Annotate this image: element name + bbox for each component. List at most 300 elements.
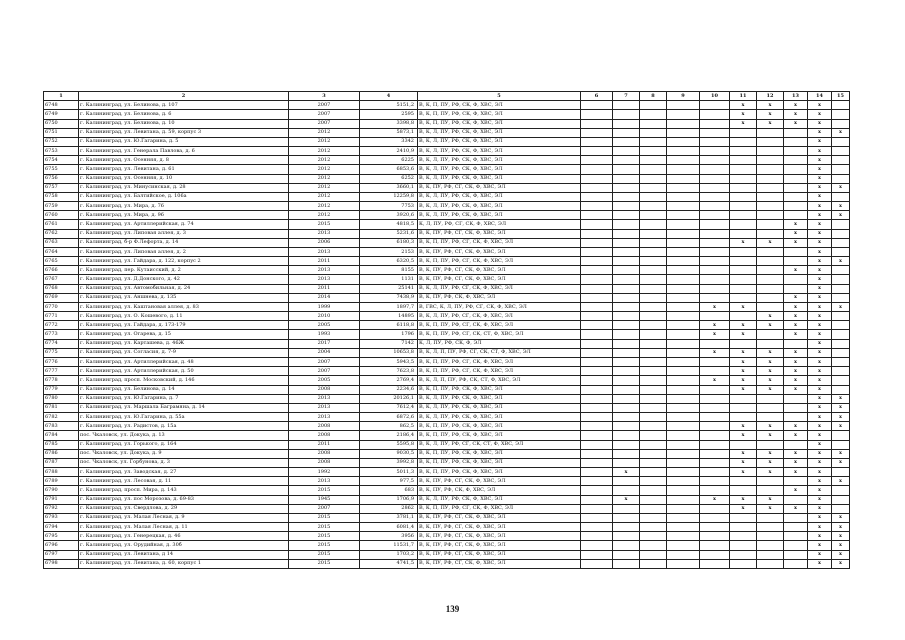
mark-cell-col-15 (832, 440, 850, 449)
row-number: 6770 (44, 302, 79, 311)
mark-cell-col-10 (700, 413, 730, 422)
row-number: 6764 (44, 247, 79, 256)
row-number: 6788 (44, 468, 79, 477)
mark-cell-col-12: x (757, 119, 784, 128)
mark-cell-col-15: x (832, 513, 850, 522)
mark-cell-col-12 (757, 202, 784, 211)
mark-cell-col-15: x (832, 550, 850, 559)
header-cell-15: 15 (832, 92, 850, 101)
mark-cell-col-10 (700, 541, 730, 550)
area-cell: 5011,3 (360, 468, 418, 477)
mark-cell-col-10 (700, 211, 730, 220)
mark-cell-col-9 (667, 321, 700, 330)
row-number: 6772 (44, 321, 79, 330)
mark-cell-col-8 (640, 238, 667, 247)
services-cell: В, К, ПУ, РФ, СГ, СК, Ф, ХВС, ЭЛ (418, 550, 581, 559)
mark-cell-col-12: x (757, 376, 784, 385)
mark-cell-col-15: x (832, 202, 850, 211)
mark-cell-col-15 (832, 312, 850, 321)
row-number: 6756 (44, 174, 79, 183)
mark-cell-col-13 (784, 192, 808, 201)
mark-cell-col-11 (730, 477, 757, 486)
mark-cell-col-12: x (757, 101, 784, 110)
mark-cell-col-14: x (808, 247, 832, 256)
mark-cell-col-12 (757, 284, 784, 293)
mark-cell-col-13 (784, 147, 808, 156)
area-cell: 1706,9 (360, 495, 418, 504)
header-cell-3: 3 (289, 92, 360, 101)
mark-cell-col-7: x (613, 468, 640, 477)
mark-cell-col-7 (613, 101, 640, 110)
header-cell-13: 13 (784, 92, 808, 101)
mark-cell-col-6 (581, 330, 613, 339)
mark-cell-col-8 (640, 229, 667, 238)
mark-cell-col-7 (613, 523, 640, 532)
year-cell: 2013 (289, 275, 360, 284)
area-cell: 20126,1 (360, 394, 418, 403)
year-cell: 2013 (289, 266, 360, 275)
mark-cell-col-7 (613, 192, 640, 201)
mark-cell-col-13: x (784, 220, 808, 229)
mark-cell-col-12: x (757, 431, 784, 440)
mark-cell-col-13: x (784, 293, 808, 302)
mark-cell-col-7 (613, 119, 640, 128)
address-cell: г. Калининград, ул. Согласия, д. 7-9 (79, 348, 289, 357)
mark-cell-col-6 (581, 385, 613, 394)
mark-cell-col-15: x (832, 394, 850, 403)
mark-cell-col-13: x (784, 101, 808, 110)
area-cell: 6872,6 (360, 413, 418, 422)
address-cell: г. Калининград, ул. Левитана, д. 61 (79, 165, 289, 174)
mark-cell-col-6 (581, 486, 613, 495)
address-cell: г. Калининград, ул. Лесовая, д. 11 (79, 477, 289, 486)
mark-cell-col-8 (640, 101, 667, 110)
mark-cell-col-8 (640, 431, 667, 440)
mark-cell-col-15 (832, 321, 850, 330)
table-row (44, 321, 850, 330)
year-cell: 2007 (289, 110, 360, 119)
mark-cell-col-11 (730, 275, 757, 284)
mark-cell-col-8 (640, 147, 667, 156)
year-cell: 1945 (289, 495, 360, 504)
year-cell: 2011 (289, 284, 360, 293)
mark-cell-col-8 (640, 284, 667, 293)
mark-cell-col-15 (832, 468, 850, 477)
mark-cell-col-13 (784, 403, 808, 412)
mark-cell-col-9 (667, 440, 700, 449)
row-number: 6783 (44, 422, 79, 431)
area-cell: 6853,6 (360, 165, 418, 174)
mark-cell-col-6 (581, 413, 613, 422)
mark-cell-col-8 (640, 339, 667, 348)
mark-cell-col-12 (757, 330, 784, 339)
services-cell: В, К, П, ПУ, РФ, СК, Ф, ХВС, ЭЛ (418, 119, 581, 128)
year-cell: 2005 (289, 321, 360, 330)
year-cell: 2005 (289, 376, 360, 385)
area-cell: 1703,2 (360, 550, 418, 559)
mark-cell-col-13 (784, 257, 808, 266)
mark-cell-col-11 (730, 128, 757, 137)
table-row (44, 348, 850, 357)
mark-cell-col-14: x (808, 220, 832, 229)
area-cell: 5151,2 (360, 101, 418, 110)
mark-cell-col-14: x (808, 156, 832, 165)
address-cell: г. Калининград, ул. Осенняя, д. 8 (79, 156, 289, 165)
year-cell: 2012 (289, 202, 360, 211)
mark-cell-col-15: x (832, 257, 850, 266)
address-cell: г. Калининград, ул. Карташева, д. 46Ж (79, 339, 289, 348)
mark-cell-col-6 (581, 431, 613, 440)
mark-cell-col-10: x (700, 495, 730, 504)
mark-cell-col-6 (581, 192, 613, 201)
area-cell: 5595,8 (360, 440, 418, 449)
mark-cell-col-13 (784, 339, 808, 348)
mark-cell-col-14: x (808, 238, 832, 247)
mark-cell-col-15 (832, 504, 850, 513)
year-cell: 2008 (289, 385, 360, 394)
services-cell: В, К, П, ПУ, РФ, СГ, СК, Ф, ХВС, ЭЛ (418, 257, 581, 266)
mark-cell-col-10 (700, 275, 730, 284)
mark-cell-col-9 (667, 257, 700, 266)
mark-cell-col-8 (640, 422, 667, 431)
area-cell: 7142 (360, 339, 418, 348)
mark-cell-col-9 (667, 165, 700, 174)
mark-cell-col-13 (784, 156, 808, 165)
mark-cell-col-14: x (808, 559, 832, 568)
services-cell: В, К, ПУ, РФ, СГ, СК, Ф, ХВС, ЭЛ (418, 477, 581, 486)
mark-cell-col-12: x (757, 110, 784, 119)
services-cell: В, К, П, ПУ, РФ, СГ, СК, Ф, ХВС, ЭЛ (418, 367, 581, 376)
mark-cell-col-6 (581, 302, 613, 311)
mark-cell-col-7 (613, 266, 640, 275)
table-row (44, 202, 850, 211)
header-cell-1: 1 (44, 92, 79, 101)
row-number: 6797 (44, 550, 79, 559)
mark-cell-col-6 (581, 422, 613, 431)
table-row (44, 110, 850, 119)
table-row (44, 339, 850, 348)
row-number: 6796 (44, 541, 79, 550)
mark-cell-col-13 (784, 413, 808, 422)
year-cell: 2012 (289, 165, 360, 174)
mark-cell-col-10 (700, 247, 730, 256)
mark-cell-col-11 (730, 257, 757, 266)
mark-cell-col-12 (757, 394, 784, 403)
mark-cell-col-13 (784, 495, 808, 504)
mark-cell-col-14: x (808, 458, 832, 467)
area-cell: 7753 (360, 202, 418, 211)
mark-cell-col-11: x (730, 376, 757, 385)
header-cell-14: 14 (808, 92, 832, 101)
address-cell: г. Калининград, ул. Заводская, д. 27 (79, 468, 289, 477)
mark-cell-col-7 (613, 357, 640, 366)
mark-cell-col-9 (667, 284, 700, 293)
mark-cell-col-8 (640, 367, 667, 376)
mark-cell-col-12: x (757, 458, 784, 467)
mark-cell-col-6 (581, 183, 613, 192)
mark-cell-col-14: x (808, 211, 832, 220)
mark-cell-col-14: x (808, 321, 832, 330)
mark-cell-col-10 (700, 458, 730, 467)
mark-cell-col-9 (667, 220, 700, 229)
mark-cell-col-11 (730, 284, 757, 293)
mark-cell-col-13: x (784, 367, 808, 376)
mark-cell-col-12 (757, 550, 784, 559)
services-cell: В, К, П, ПУ, РФ, СК, Ф, ХВС, ЭЛ (418, 385, 581, 394)
table-row (44, 559, 850, 568)
mark-cell-col-12 (757, 247, 784, 256)
area-cell: 7623,8 (360, 367, 418, 376)
mark-cell-col-8 (640, 266, 667, 275)
mark-cell-col-15 (832, 147, 850, 156)
area-cell: 2234,6 (360, 385, 418, 394)
mark-cell-col-8 (640, 275, 667, 284)
mark-cell-col-12 (757, 523, 784, 532)
mark-cell-col-14: x (808, 477, 832, 486)
mark-cell-col-10 (700, 422, 730, 431)
mark-cell-col-6 (581, 147, 613, 156)
area-cell: 7438,9 (360, 293, 418, 302)
year-cell: 2008 (289, 458, 360, 467)
mark-cell-col-9 (667, 504, 700, 513)
mark-cell-col-14: x (808, 101, 832, 110)
mark-cell-col-10 (700, 147, 730, 156)
mark-cell-col-11 (730, 266, 757, 275)
mark-cell-col-12: x (757, 385, 784, 394)
mark-cell-col-11 (730, 394, 757, 403)
area-cell: 6252 (360, 174, 418, 183)
address-cell: г. Калининград, ул. Ю.Гагарина, д. 55а (79, 413, 289, 422)
mark-cell-col-6 (581, 440, 613, 449)
year-cell: 2012 (289, 128, 360, 137)
mark-cell-col-8 (640, 376, 667, 385)
row-number: 6749 (44, 110, 79, 119)
year-cell: 2007 (289, 357, 360, 366)
address-cell: г. Калининград, ул. Радистов, д. 15а (79, 422, 289, 431)
mark-cell-col-8 (640, 495, 667, 504)
mark-cell-col-10 (700, 523, 730, 532)
mark-cell-col-7 (613, 413, 640, 422)
table-row (44, 275, 850, 284)
services-cell: В, К, Л, ПУ, РФ, СК, Ф, ХВС, ЭЛ (418, 394, 581, 403)
mark-cell-col-11: x (730, 302, 757, 311)
table-row (44, 238, 850, 247)
area-cell: 2862 (360, 504, 418, 513)
mark-cell-col-11 (730, 174, 757, 183)
year-cell: 2014 (289, 293, 360, 302)
mark-cell-col-9 (667, 385, 700, 394)
mark-cell-col-13: x (784, 486, 808, 495)
mark-cell-col-10 (700, 165, 730, 174)
mark-cell-col-15: x (832, 413, 850, 422)
mark-cell-col-9 (667, 229, 700, 238)
mark-cell-col-12 (757, 477, 784, 486)
row-number: 6748 (44, 101, 79, 110)
mark-cell-col-13: x (784, 468, 808, 477)
mark-cell-col-15 (832, 238, 850, 247)
year-cell: 2015 (289, 523, 360, 532)
table-row (44, 468, 850, 477)
mark-cell-col-13: x (784, 449, 808, 458)
address-cell: г. Калининград, ул. Д.Донского, д. 42 (79, 275, 289, 284)
mark-cell-col-12 (757, 192, 784, 201)
area-cell: 977,5 (360, 477, 418, 486)
mark-cell-col-8 (640, 458, 667, 467)
mark-cell-col-11: x (730, 238, 757, 247)
document-table-container (43, 91, 849, 569)
address-cell: г. Калининград, ул. Белинова, д. 6 (79, 110, 289, 119)
area-cell: 6225 (360, 156, 418, 165)
mark-cell-col-14: x (808, 550, 832, 559)
mark-cell-col-14: x (808, 523, 832, 532)
address-cell: г. Калининград, ул. Огарева, д. 15 (79, 330, 289, 339)
mark-cell-col-10: x (700, 321, 730, 330)
mark-cell-col-6 (581, 156, 613, 165)
mark-cell-col-10 (700, 550, 730, 559)
mark-cell-col-7 (613, 202, 640, 211)
mark-cell-col-8 (640, 468, 667, 477)
table-row (44, 192, 850, 201)
mark-cell-col-14: x (808, 183, 832, 192)
header-cell-5: 5 (418, 92, 581, 101)
mark-cell-col-13: x (784, 422, 808, 431)
services-cell: В, К, Л, ПУ, РФ, СГ, СК, СТ, Ф, ХВС, ЭЛ (418, 440, 581, 449)
table-row (44, 513, 850, 522)
mark-cell-col-10 (700, 440, 730, 449)
mark-cell-col-8 (640, 202, 667, 211)
address-cell: г. Калининград, ул. Балтийское, д. 106а (79, 192, 289, 201)
row-number: 6779 (44, 385, 79, 394)
mark-cell-col-7 (613, 229, 640, 238)
mark-cell-col-15 (832, 220, 850, 229)
address-cell: г. Калининград, ул. Белинова, д. 14 (79, 385, 289, 394)
mark-cell-col-8 (640, 477, 667, 486)
header-cell-7: 7 (613, 92, 640, 101)
table-row (44, 357, 850, 366)
row-number: 6759 (44, 202, 79, 211)
mark-cell-col-9 (667, 468, 700, 477)
row-number: 6780 (44, 394, 79, 403)
mark-cell-col-7 (613, 486, 640, 495)
mark-cell-col-12 (757, 137, 784, 146)
year-cell: 2011 (289, 440, 360, 449)
mark-cell-col-7 (613, 330, 640, 339)
table-row (44, 504, 850, 513)
mark-cell-col-10 (700, 284, 730, 293)
mark-cell-col-11: x (730, 504, 757, 513)
address-cell: г. Калининград, ул. Малая Лесная, д. 9 (79, 513, 289, 522)
mark-cell-col-12 (757, 156, 784, 165)
area-cell: 4741,5 (360, 559, 418, 568)
mark-cell-col-7 (613, 220, 640, 229)
services-cell: В, К, ПУ, РФ, СГ, СК, Ф, ХВС, ЭЛ (418, 513, 581, 522)
services-cell: В, К, Л, ПУ, РФ, СК, Ф, ХВС, ЭЛ (418, 211, 581, 220)
mark-cell-col-7 (613, 559, 640, 568)
year-cell: 2012 (289, 192, 360, 201)
header-cell-6: 6 (581, 92, 613, 101)
mark-cell-col-15 (832, 330, 850, 339)
header-cell-12: 12 (757, 92, 784, 101)
services-cell: В, К, ПУ, РФ, СГ, СК, Ф, ХВС, ЭЛ (418, 541, 581, 550)
mark-cell-col-15 (832, 376, 850, 385)
year-cell: 2008 (289, 422, 360, 431)
mark-cell-col-10 (700, 174, 730, 183)
mark-cell-col-7 (613, 394, 640, 403)
mark-cell-col-13: x (784, 431, 808, 440)
mark-cell-col-12 (757, 165, 784, 174)
mark-cell-col-12: x (757, 367, 784, 376)
mark-cell-col-6 (581, 367, 613, 376)
mark-cell-col-8 (640, 403, 667, 412)
mark-cell-col-6 (581, 247, 613, 256)
mark-cell-col-13: x (784, 321, 808, 330)
mark-cell-col-8 (640, 293, 667, 302)
mark-cell-col-9 (667, 523, 700, 532)
mark-cell-col-14: x (808, 147, 832, 156)
year-cell: 2013 (289, 229, 360, 238)
mark-cell-col-14: x (808, 229, 832, 238)
mark-cell-col-13 (784, 477, 808, 486)
mark-cell-col-13 (784, 247, 808, 256)
mark-cell-col-8 (640, 504, 667, 513)
address-cell: г. Калининград, ул. Гайдара, д. 122, корпус 2 (79, 257, 289, 266)
table-row (44, 431, 850, 440)
mark-cell-col-9 (667, 532, 700, 541)
mark-cell-col-7 (613, 431, 640, 440)
mark-cell-col-6 (581, 110, 613, 119)
mark-cell-col-12 (757, 541, 784, 550)
mark-cell-col-14: x (808, 293, 832, 302)
mark-cell-col-9 (667, 156, 700, 165)
year-cell: 2013 (289, 394, 360, 403)
mark-cell-col-12 (757, 413, 784, 422)
services-cell: В, К, П, ПУ, РФ, СГ, СК, СТ, Ф, ХВС, ЭЛ (418, 330, 581, 339)
mark-cell-col-11: x (730, 468, 757, 477)
mark-cell-col-6 (581, 229, 613, 238)
mark-cell-col-10 (700, 293, 730, 302)
mark-cell-col-6 (581, 339, 613, 348)
mark-cell-col-15 (832, 137, 850, 146)
mark-cell-col-7: x (613, 495, 640, 504)
mark-cell-col-10 (700, 367, 730, 376)
mark-cell-col-10 (700, 477, 730, 486)
mark-cell-col-10 (700, 385, 730, 394)
year-cell: 2012 (289, 156, 360, 165)
mark-cell-col-6 (581, 137, 613, 146)
mark-cell-col-7 (613, 367, 640, 376)
mark-cell-col-10: x (700, 330, 730, 339)
mark-cell-col-10: x (700, 302, 730, 311)
address-cell: г. Калининград, ул. Левитана, д 14 (79, 550, 289, 559)
row-number: 6776 (44, 357, 79, 366)
mark-cell-col-8 (640, 413, 667, 422)
services-cell: В, К, П, ПУ, РФ, СГ, СК, Ф, ХВС, ЭЛ (418, 321, 581, 330)
mark-cell-col-14: x (808, 394, 832, 403)
mark-cell-col-9 (667, 413, 700, 422)
mark-cell-col-14: x (808, 403, 832, 412)
mark-cell-col-7 (613, 137, 640, 146)
mark-cell-col-6 (581, 174, 613, 183)
mark-cell-col-13: x (784, 119, 808, 128)
mark-cell-col-11 (730, 541, 757, 550)
mark-cell-col-9 (667, 128, 700, 137)
mark-cell-col-10 (700, 266, 730, 275)
mark-cell-col-11 (730, 229, 757, 238)
services-cell: В, К, ПУ, РФ, СГ, СК, Ф, ХВС, ЭЛ (418, 229, 581, 238)
services-cell: В, К, ПУ, РФ, СГ, СК, Ф, ХВС, ЭЛ (418, 532, 581, 541)
mark-cell-col-7 (613, 550, 640, 559)
row-number: 6760 (44, 211, 79, 220)
